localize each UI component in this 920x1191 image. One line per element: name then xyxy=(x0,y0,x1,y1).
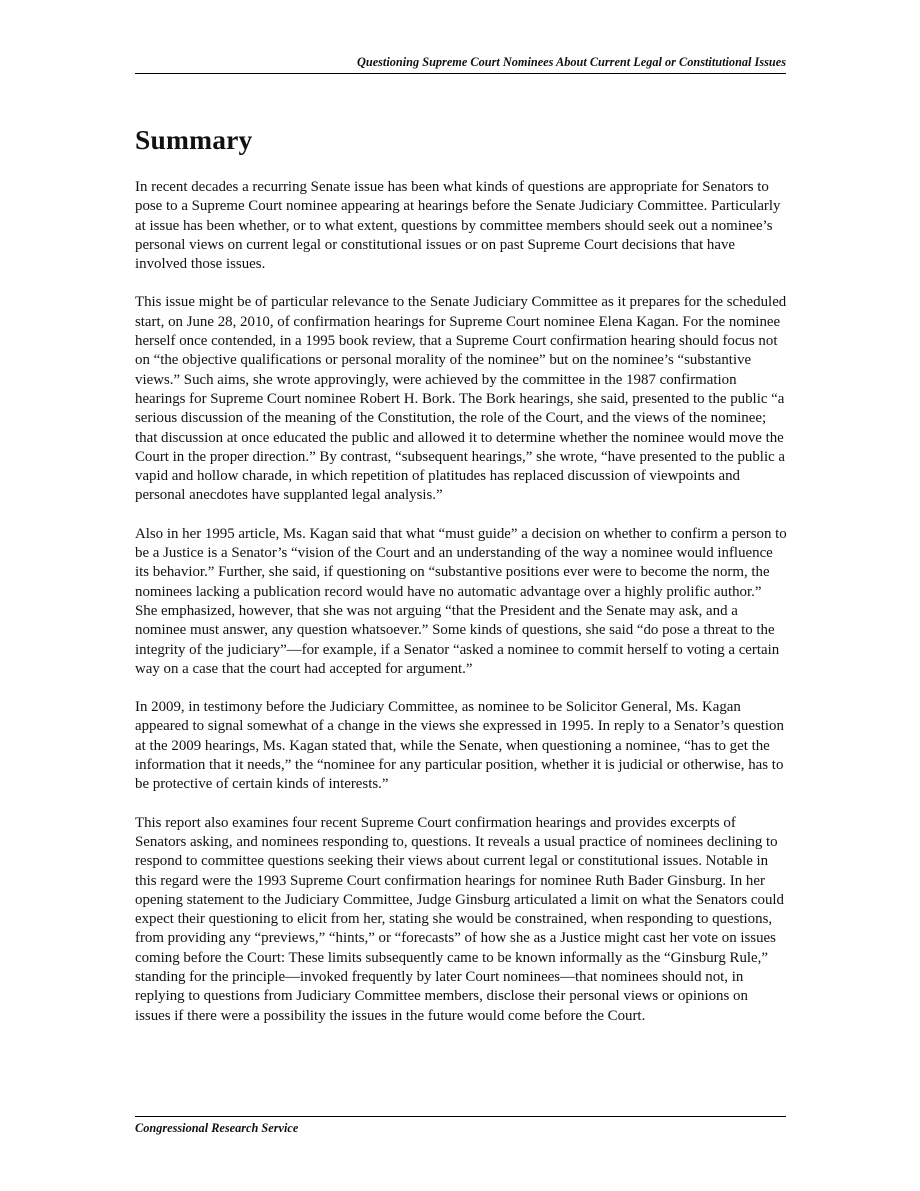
section-heading: Summary xyxy=(135,124,253,155)
summary-paragraph-2: This issue might be of particular relevance to the Senate Judiciary Committee as it prepares for the scheduled start, on June 28, 2010, of confirmation hearings for Supreme Court nominee Elena Kagan. For the nominee herself once contended, in a 1995 book review, that a Supreme Court confirmation hearing should focus not on “the objective qualifications or personal morality of the nominee” but on the nominee’s “substantive views.” Such aims, she wrote approvingly, were achieved by the committee in the 1987 confirmation hearings for Supreme Court nominee Robert H. Bork. The Bork hearings, she said, presented to the public “a serious discussion of the meaning of the Constitution, the role of the Court, and the views of the nominee; that discussion at once educated the public and allowed it to determine whether the nominee would move the Court in the proper direction.” By contrast, “subsequent hearings,” she wrote, “have presented to the public a vapid and hollow charade, in which repetition of platitudes has replaced discussion of viewpoints and personal anecdotes have supplanted legal analysis.” xyxy=(135,294,787,504)
running-header xyxy=(135,55,786,74)
summary-paragraph-1: In recent decades a recurring Senate issue has been what kinds of questions are appropriate for Senators to pose to a Supreme Court nominee appearing at hearings before the Senate Judiciary Committee. Particularly at issue has been whether, or to what extent, questions by committee members should seek out a nominee’s personal views on current legal or constitutional issues or on past Supreme Court decisions that have involved those issues. xyxy=(135,179,781,273)
summary-paragraph-3: Also in her 1995 article, Ms. Kagan said that what “must guide” a decision on whether to confirm a person to be a Justice is a Senator’s “vision of the Court and an understanding of the way a nominee would influence its behavior.” Further, she said, if questioning on “substantive positions ever were to become the norm, the nominees lacking a publication record would have no automatic advantage over a highly prolific author.” She emphasized, however, that she was not arguing “that the President and the Senate may ask, and a nominee must answer, any question whatsoever.” Some kinds of questions, she said “do pose a threat to the integrity of the judiciary”—for example, if a Senator “asked a nominee to commit herself to voting a certain way on a case that the court had accepted for argument.” xyxy=(135,525,787,677)
running-footer xyxy=(135,1116,786,1136)
footer-source: Congressional Research Service xyxy=(135,1121,299,1135)
running-header-title: Questioning Supreme Court Nominees About Current Legal or Constitutional Issues xyxy=(356,55,786,69)
summary-paragraph-4: In 2009, in testimony before the Judiciary Committee, as nominee to be Solicitor General, Ms. Kagan appeared to signal somewhat of a change in the views she expressed in 1995. In reply to a Senator’s question at the 2009 hearings, Ms. Kagan stated that, while the Senate, when questioning a nominee, “has to get the information that it needs,” the “nominee for any particular position, whether it is judicial or otherwise, has to be protective of certain kinds of interests.” xyxy=(135,699,784,793)
summary-paragraph-5: This report also examines four recent Supreme Court confirmation hearings and provides excerpts of Senators asking, and nominees responding to, questions. It reveals a usual practice of nominees declining to respond to committee questions seeking their views about current legal or constitutional issues. Notable in this regard were the 1993 Supreme Court confirmation hearings for nominee Ruth Bader Ginsburg. In her opening statement to the Judiciary Committee, Judge Ginsburg articulated a limit on what the Senators could expect their questioning to elicit from her, stating she would be constrained, when responding to questions, from providing any “previews,” “hints,” or “forecasts” of how she as a Justice might cast her vote on issues coming before the Court: These limits subsequently came to be known informally as the “Ginsburg Rule,” standing for the principle—invoked frequently by later Court nominees—that nominees should not, in replying to questions from Judiciary Committee members, disclose their personal views or opinions on issues if there were a possibility the issues in the future would come before the Court. xyxy=(135,814,784,1024)
summary-body xyxy=(135,178,787,1045)
